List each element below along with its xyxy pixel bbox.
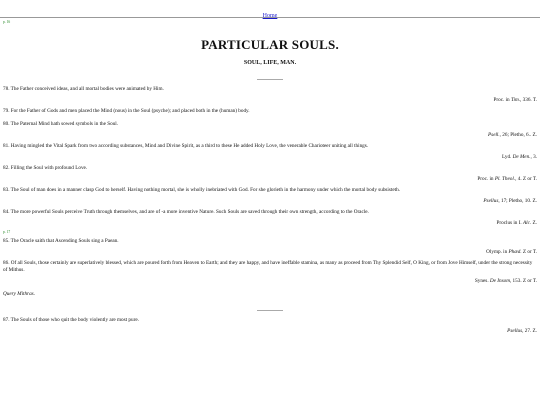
citation-80: Psell., 26; Pletho, 6.. Z. — [488, 132, 537, 138]
oracle-82: 82. Filling the Soul with profound Love. — [3, 165, 88, 171]
oracle-81: 81. Having mingled the Vital Spark from two according substances, Mind and Divine Spirit, as a third to these He added Holy Love, the venerable Charioteer uniting all things. — [3, 143, 369, 149]
citation-78: Proc. in Tim., 336. T. — [493, 97, 537, 103]
citation-85: Olymp. in Phæd. Z or T. — [486, 249, 537, 255]
oracle-80: 80. The Paternal Mind hath sowed symbols in the Soul. — [3, 121, 119, 127]
footnote-query: Query Mithras. — [3, 291, 35, 297]
page-number[interactable]: p. 17 — [3, 230, 11, 234]
citation-86: Synes. De Insom, 153. Z or T. — [474, 278, 537, 284]
home-link[interactable]: Home — [262, 13, 278, 19]
page-title: PARTICULAR SOULS. — [201, 37, 339, 52]
page-subtitle: SOUL, LIFE, MAN. — [243, 60, 297, 66]
citation-82: Proc. in Pl. Theol., 4. Z or T. — [477, 176, 537, 182]
oracle-86: 86. Of all Souls, those certainly are superlatively blessed, which are poured forth from Heaven to Earth; and they are happy, and have ineffable stamina, as many as proceed from Thy Splendid Self, O King, or from Jove Himself, under the strong necessity of Mithus. — [3, 260, 533, 273]
oracle-83: 83. The Soul of man does in a manner clasp God to herself. Having nothing mortal, she is wholly inebriated with God. For she glorieth in the harmony under which the mortal body subsisteth. — [3, 187, 400, 193]
citation-87: Psellus, 27. Z. — [507, 328, 537, 334]
section-divider — [257, 79, 283, 80]
citation-81: Lyd. De Men., 3. — [501, 154, 537, 160]
top-nav — [0, 0, 540, 19]
page-number[interactable]: p. 16 — [3, 20, 11, 24]
oracle-87: 87. The Souls of those who quit the body violently are most pure. — [3, 317, 139, 323]
oracle-84: 84. The more powerful Souls perceive Truth through themselves, and are of -a more inventive Nature. Such Souls are saved through their own strength, according to the Oracle. — [3, 209, 369, 215]
oracle-85: 85. The Oracle saith that Ascending Souls sing a Paean. — [3, 238, 119, 244]
oracle-78: 78. The Father conceived ideas, and all mortal bodies were animated by Him. — [3, 86, 164, 92]
section-divider — [257, 310, 283, 311]
citation-83: Psellus, 17; Pletho, 10. Z. — [483, 198, 537, 204]
oracle-79: 79. For the Father of Gods and men placed the Mind (nous) in the Soul (psyche); and placed both in the (human) body. — [3, 108, 250, 114]
citation-84: Proclus in I. Alc. Z. — [496, 220, 537, 226]
